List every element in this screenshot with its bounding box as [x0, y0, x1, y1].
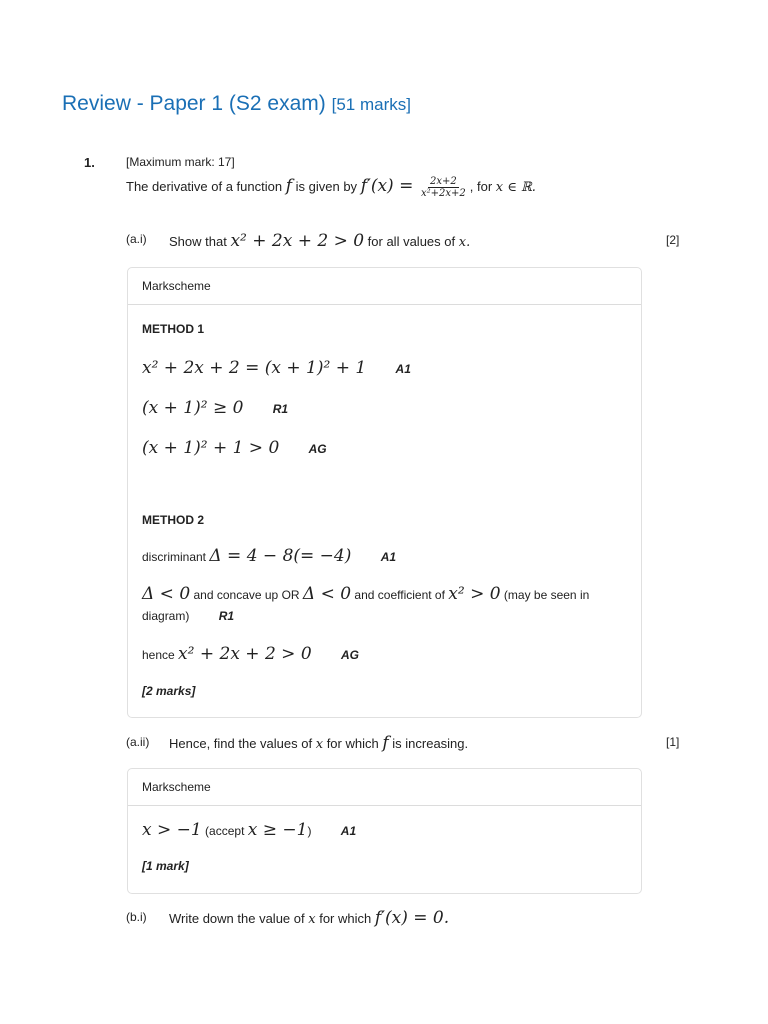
derivative-expr: f′(x) = [360, 176, 414, 196]
part-bi-pre: Write down the value of [169, 911, 305, 926]
ms2-accept-post: ) [307, 824, 312, 838]
m2-concave: and concave up OR [193, 588, 300, 602]
part-ai-var: x. [458, 235, 471, 250]
part-bi-var: x [308, 912, 316, 927]
m2-coef-math: x² > 0 [448, 584, 501, 604]
part-aii-pre: Hence, find the values of [169, 736, 313, 751]
method-2-heading: METHOD 2 [142, 513, 205, 527]
ms2-accept-pre: (accept [205, 824, 245, 838]
part-ai-text [169, 231, 470, 251]
derivative-fraction [419, 176, 468, 199]
part-aii-mid: for which [326, 736, 379, 751]
m2-coef: and coefficient of [354, 588, 445, 602]
m1-line-1-math: x² + 2x + 2 = (x + 1)² + 1 [142, 358, 367, 378]
m2-seen: (may be seen in [503, 588, 590, 602]
part-ai-pre: Show that [169, 234, 227, 249]
ms1-total: [2 marks] [142, 684, 196, 698]
part-ai-label: (a.i) [126, 232, 147, 246]
m2-hence-math: x² + 2x + 2 > 0 [178, 644, 312, 664]
m2-mark-3: AG [340, 648, 359, 662]
m2-delta-2: Δ < 0 [302, 584, 352, 604]
part-aii-label: (a.ii) [126, 735, 150, 749]
markscheme-header: Markscheme [128, 268, 641, 305]
ms2-answer-math: x > −1 [142, 820, 202, 840]
m2-mark-1: A1 [380, 550, 397, 564]
m1-line-3 [142, 438, 327, 458]
part-bi-label: (b.i) [126, 910, 147, 924]
question-intro [126, 176, 536, 199]
part-aii-marks: [1] [666, 735, 680, 749]
markscheme-header: Markscheme [128, 769, 641, 806]
m1-line-2 [142, 398, 288, 418]
ms2-accept-math: x ≥ −1 [247, 820, 308, 840]
part-ai-post: for all values of [367, 234, 456, 249]
m2-diagram: diagram) [142, 609, 190, 623]
intro-given: is given by [295, 179, 358, 194]
part-aii-fn: f [382, 733, 389, 753]
part-bi-math: f′(x) = 0. [374, 908, 450, 928]
part-aii-text [169, 733, 468, 753]
markscheme-box-ai [127, 267, 642, 718]
m2-line-3 [142, 609, 234, 623]
part-aii-post: is increasing. [392, 736, 469, 751]
part-aii-var: x [315, 737, 324, 752]
m1-mark-2: R1 [272, 402, 289, 416]
m2-disc-math: Δ = 4 − 8(= −4) [209, 546, 352, 566]
intro-for: , for [469, 179, 493, 194]
m2-line-1 [142, 546, 396, 566]
markscheme-box-aii [127, 768, 642, 894]
part-ai-math: x² + 2x + 2 > 0 [230, 231, 365, 251]
m2-disc-label: discriminant [142, 550, 207, 564]
fraction-denominator: x²+2x+2 [420, 188, 466, 200]
m2-mark-2: R1 [218, 609, 235, 623]
intro-prefix: The derivative of a function [126, 179, 283, 194]
fn-symbol: f [285, 176, 293, 196]
m1-mark-1: A1 [395, 362, 411, 376]
page-title-text: Review - Paper 1 (S2 exam) [62, 92, 326, 115]
part-bi-text [169, 908, 449, 928]
m2-line-4 [142, 644, 359, 664]
fraction-numerator: 2x+2 [429, 176, 457, 188]
m1-line-1 [142, 358, 411, 378]
m2-delta: Δ < 0 [142, 584, 191, 604]
domain-expr: x ∈ ℝ. [495, 180, 536, 195]
ms2-answer [142, 820, 356, 840]
total-marks: [51 marks] [331, 95, 411, 114]
m1-line-3-math: (x + 1)² + 1 > 0 [142, 438, 280, 458]
m2-line-2 [142, 584, 589, 604]
part-bi-mid: for which [319, 911, 372, 926]
ms2-total: [1 mark] [142, 859, 189, 873]
max-mark: [Maximum mark: 17] [126, 155, 235, 169]
question-number: 1. [84, 155, 95, 170]
ms2-mark: A1 [340, 824, 357, 838]
m1-mark-3: AG [308, 442, 327, 456]
m2-hence: hence [142, 648, 175, 662]
method-1-heading: METHOD 1 [142, 322, 205, 336]
part-ai-marks: [2] [666, 233, 680, 247]
page-title [62, 92, 411, 116]
m1-line-2-math: (x + 1)² ≥ 0 [142, 398, 244, 418]
